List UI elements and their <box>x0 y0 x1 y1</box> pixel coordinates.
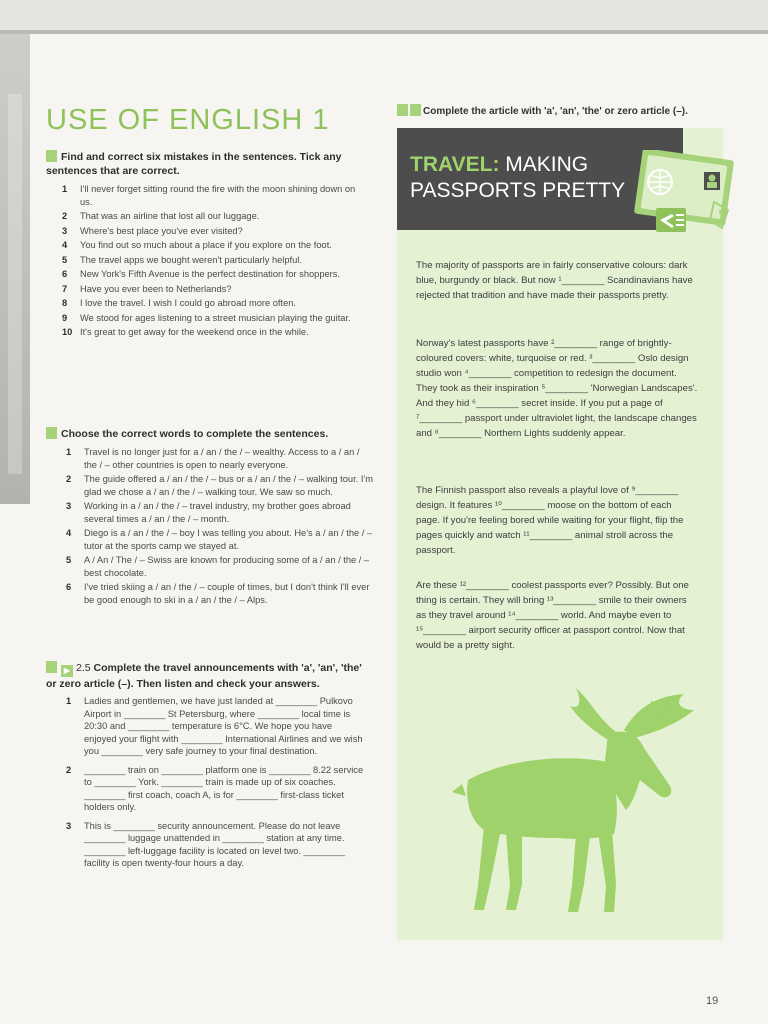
list-item: 3 This is ________ security announcement. Please do not leave ________ luggage unattended in ________ station at any time. ________ left-luggage facility is located on level two. ________ facility is open twenty-four hours a day. <box>66 820 346 868</box>
list-item: 10 It's great to get away for the weekend once in the while. <box>62 327 309 337</box>
ex3-list <box>66 695 366 872</box>
article-title <box>410 152 630 204</box>
ex2-list <box>66 446 374 608</box>
list-item: 6 New York's Fifth Avenue is the perfect destination for shoppers. <box>62 269 340 279</box>
list-item: 3 Working in a / an / the / – travel industry, my brother goes abroad several times a / an / the / – month. <box>66 501 351 524</box>
ex4-instruction: Complete the article with 'a', 'an', 'the' or zero article (–). <box>397 104 688 117</box>
ex1-badge <box>46 150 57 162</box>
moose-illustration <box>448 688 698 918</box>
list-item: 5 The travel apps we bought weren't particularly helpful. <box>62 254 302 265</box>
list-item: 2 The guide offered a / an / the / – bus or a / an / the / – walking tour. I'm glad we chose a / an / the / – walking tour. We saw so much. <box>66 474 373 497</box>
list-item: 4 You find out so much about a place if you explore on the foot. <box>62 240 332 250</box>
passport-illustration <box>630 150 736 242</box>
list-item: 2 ________ train on ________ platform one is ________ 8.22 service to ________ York. ________ train is made up of six coaches. ________ first coach, coach A, is for ________ first-class ticket holders only. <box>66 764 364 812</box>
article-para-4: Are these ¹²________ coolest passports ever? Possibly. But one thing is certain. They will bring ¹³________ smile to their owners as they travel around ¹⁴________ world. And maybe even to ¹⁵________ airport security officer at passport control. Now that would be a pretty sight. <box>416 580 689 651</box>
ex3-badge <box>46 661 57 673</box>
list-item: 3 Where's best place you've ever visited? <box>62 225 243 236</box>
list-item: 5 A / An / The / – Swiss are known for producing some of a / an / the / – best chocolate. <box>66 555 370 578</box>
page-number: 19 <box>706 995 719 1007</box>
article-title-lead: TRAVEL: <box>410 153 500 176</box>
side-tab-strip <box>0 34 30 504</box>
article-para-2: Norway's latest passports have ²________ range of brightly-coloured covers: white, turquoise or red. ³________ Oslo design studio won ⁴________ competition to redesign the document. They took as their inspiration ⁵________ 'Norwegian Landscapes'. And they hid ⁶________ secret inside. If you put a page of ⁷________ passport under ultraviolet light, the landscape changes and ⁸________ Northern Lights suddenly appear. <box>416 338 698 439</box>
section-title: USE OF ENGLISH 1 <box>46 104 330 136</box>
list-item: 1 I'll never forget sitting round the fire with the moon shining down on us. <box>62 184 356 207</box>
ex1-list <box>62 183 364 341</box>
ex2-instruction: Choose the correct words to complete the sentences. <box>46 427 366 441</box>
ex2-badge <box>46 427 57 439</box>
list-item: 1 Ladies and gentlemen, we have just landed at ________ Pulkovo Airport in ________ St Petersburg, where ________ local time is 20:30 and ________ temperature is 6°C. We hope you have enjoyed your flight with ________ International Airlines and we wish you ________ very safe journey to your final destination. <box>66 696 363 756</box>
list-item: 4 Diego is a / an / the / – boy I was telling you about. He's a / an / the / – tutor at the sports camp we stayed at. <box>66 528 373 551</box>
article-para-3: The Finnish passport also reveals a playful love of ⁹________ design. It features ¹⁰________ moose on the bottom of each page. If you're feeling bored while waiting for your flight, flip the pages quickly and watch ¹¹________ animal stroll across the passport. <box>416 485 684 556</box>
audio-icon[interactable]: ▶ <box>61 665 73 677</box>
ex1-instruction: Find and correct six mistakes in the sentences. Tick any sentences that are correct. <box>46 151 342 177</box>
page-top-band <box>0 0 768 30</box>
list-item: 8 I love the travel. I wish I could go abroad more often. <box>62 298 297 308</box>
list-item: 7 Have you ever been to Netherlands? <box>62 283 232 294</box>
list-item: 2 That was an airline that lost all our luggage. <box>62 211 260 221</box>
list-item: 1 Travel is no longer just for a / an / the / – wealthy. Access to a / an / the / – other countries is open to nearly everyone. <box>66 447 360 470</box>
ex3-instruction: ▶ 2.5 Complete the travel announcements with 'a', 'an', 'the' or zero article (–). Then listen and check your answers. <box>46 662 362 690</box>
list-item: 6 I've tried skiing a / an / the / – couple of times, but I don't think I'll ever be good enough to ski in a / an / the / – Alps. <box>66 582 370 605</box>
ex4-badge-2 <box>410 104 421 116</box>
audio-track-ref: 2.5 <box>76 662 91 674</box>
list-item: 9 We stood for ages listening to a street musician playing the guitar. <box>62 312 351 323</box>
ex4-badge <box>397 104 408 116</box>
page-top-rule <box>0 30 768 34</box>
article-para-1: The majority of passports are in fairly conservative colours: dark blue, burgundy or black. But now ¹________ Scandinavians have rejected that tradition and have made their passports pretty. <box>416 260 693 301</box>
article-title-rest: MAKING PASSPORTS PRETTY <box>410 153 626 202</box>
